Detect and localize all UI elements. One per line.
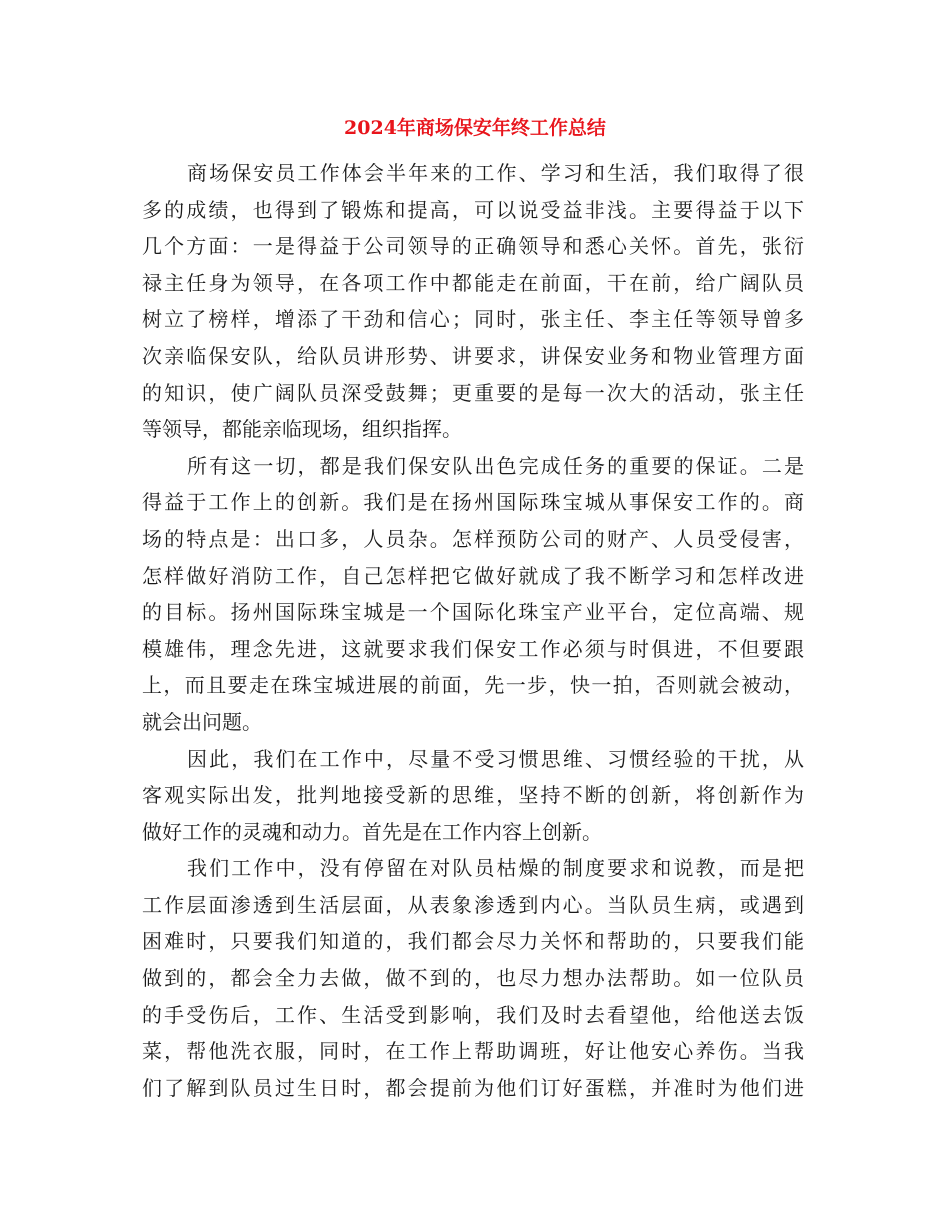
document-title: 2024年商场保安年终工作总结 [344, 117, 606, 139]
text-line: 所有这一切，都是我们保安队出色完成任务的重要的保证。二是 [187, 453, 804, 478]
paragraph [142, 850, 804, 1106]
text-line: 模雄伟，理念先进，这就要求我们保安工作必须与时俱进，不但要跟 [142, 636, 804, 661]
text-line: 工作层面渗透到生活层面，从表象渗透到内心。当队员生病，或遇到 [142, 892, 804, 917]
paragraph [142, 155, 804, 448]
text-line: 禄主任身为领导，在各项工作中都能走在前面，干在前，给广阔队员 [142, 270, 804, 295]
text-line: 就会出问题。 [142, 709, 262, 734]
paragraph [142, 448, 804, 741]
paragraph [142, 741, 804, 851]
text-line: 困难时，只要我们知道的，我们都会尽力关怀和帮助的，只要我们能 [142, 929, 804, 954]
text-line: 怎样做好消防工作，自己怎样把它做好就成了我不断学习和怎样改进 [142, 563, 804, 588]
text-line: 因此，我们在工作中，尽量不受习惯思维、习惯经验的干扰，从 [187, 746, 804, 771]
text-line: 做到的，都会全力去做，做不到的，也尽力想办法帮助。如一位队员 [142, 966, 804, 991]
text-line: 场的特点是：出口多，人员杂。怎样预防公司的财产、人员受侵害， [142, 526, 804, 551]
text-line: 做好工作的灵魂和动力。首先是在工作内容上创新。 [142, 819, 602, 844]
text-line: 的目标。扬州国际珠宝城是一个国际化珠宝产业平台，定位高端、规 [142, 600, 804, 625]
text-line: 的知识，使广阔队员深受鼓舞；更重要的是每一次大的活动，张主任 [142, 380, 804, 405]
text-line: 等领导，都能亲临现场，组织指挥。 [142, 417, 462, 442]
text-line: 次亲临保安队，给队员讲形势、讲要求，讲保安业务和物业管理方面 [142, 343, 804, 368]
text-line: 的手受伤后，工作、生活受到影响，我们及时去看望他，给他送去饭 [142, 1002, 804, 1027]
text-line: 我们工作中，没有停留在对队员枯燥的制度要求和说教，而是把 [187, 856, 804, 881]
text-line: 客观实际出发，批判地接受新的思维，坚持不断的创新，将创新作为 [142, 783, 804, 808]
text-line: 树立了榜样，增添了干劲和信心；同时，张主任、李主任等领导曾多 [142, 307, 804, 332]
document-body [142, 155, 804, 1106]
text-line: 商场保安员工作体会半年来的工作、学习和生活，我们取得了很 [187, 161, 804, 185]
text-line: 几个方面：一是得益于公司领导的正确领导和悉心关怀。首先，张衍 [142, 234, 804, 259]
text-line: 得益于工作上的创新。我们是在扬州国际珠宝城从事保安工作的。商 [142, 490, 804, 515]
text-line: 上，而且要走在珠宝城进展的前面，先一步，快一拍，否则就会被动， [142, 673, 804, 698]
text-line: 们了解到队员过生日时，都会提前为他们订好蛋糕，并准时为他们进 [142, 1075, 804, 1100]
text-line: 菜，帮他洗衣服，同时，在工作上帮助调班，好让他安心养伤。当我 [142, 1039, 804, 1064]
text-line: 多的成绩，也得到了锻炼和提高，可以说受益非浅。主要得益于以下 [142, 197, 804, 222]
